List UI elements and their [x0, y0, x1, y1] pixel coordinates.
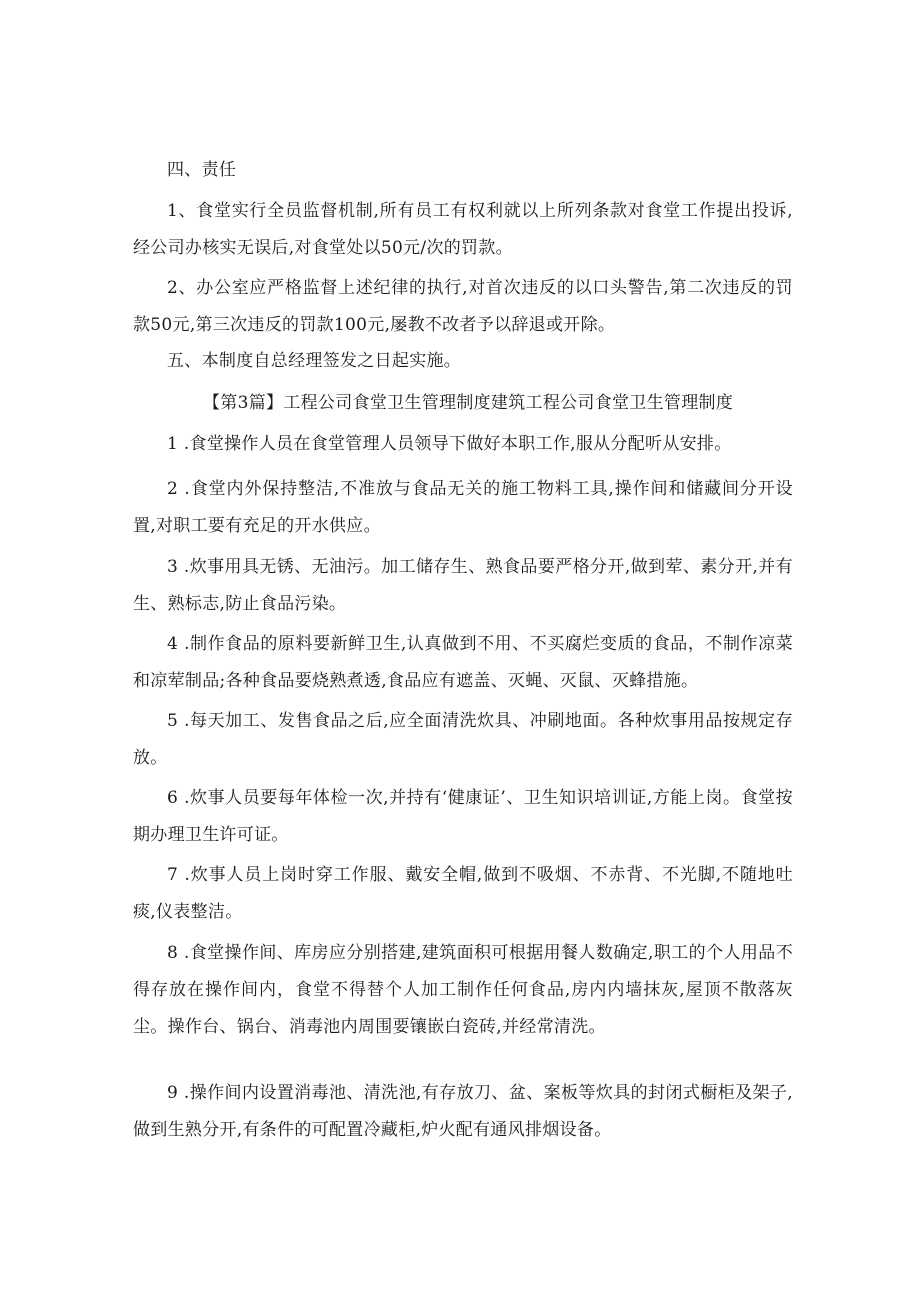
article-item-9: 9 .操作间内设置消毒池、清洗池,有存放刀、盆、案板等炊具的封闭式橱柜及架子,做到生熟分开,有条件的可配置冷藏柜,炉火配有通风排烟设备。 — [133, 1083, 793, 1140]
section4-item-1: 1、食堂实行全员监督机制,所有员工有权利就以上所列条款对食堂工作提出投诉,经公司办核实无误后,对食堂处以50元/次的罚款。 — [133, 201, 793, 258]
section4-heading: 四、责任 — [167, 160, 237, 180]
article-item-3: 3 .炊事用具无锈、无油污。加工储存生、熟食品要严格分开,做到荤、素分开,并有生、熟标志,防止食品污染。 — [133, 557, 793, 614]
article-item-7: 7 .炊事人员上岗时穿工作服、戴安全帽,做到不吸烟、不赤背、不光脚,不随地吐痰,仪表整洁。 — [133, 865, 793, 922]
article-item-6: 6 .炊事人员要每年体检一次,并持有‘健康证’、卫生知识培训证,方能上岗。食堂按期办理卫生许可证。 — [133, 788, 793, 845]
article-title: 【第3篇】工程公司食堂卫生管理制度建筑工程公司食堂卫生管理制度 — [203, 393, 734, 413]
article-item-2: 2 .食堂内外保持整洁,不准放与食品无关的施工物料工具,操作间和储藏间分开设置,对职工要有充足的开水供应。 — [133, 479, 793, 536]
article-item-4: 4 .制作食品的原料要新鲜卫生,认真做到不用、不买腐烂变质的食品，不制作凉菜和凉荤制品;各种食品要烧熟煮透,食品应有遮盖、灭蝇、灭鼠、灭蜂措施。 — [133, 634, 793, 691]
section5-heading: 五、本制度自总经理签发之日起实施。 — [167, 351, 462, 371]
article-item-1: 1 .食堂操作人员在食堂管理人员领导下做好本职工作,服从分配听从安排。 — [167, 434, 732, 454]
article-item-5: 5 .每天加工、发售食品之后,应全面清洗炊具、冲刷地面。各种炊事用品按规定存放。 — [133, 711, 793, 768]
article-item-8: 8 .食堂操作间、库房应分别搭建,建筑面积可根据用餐人数确定,职工的个人用品不得存放在操作间内，食堂不得替个人加工制作任何食品,房内内墙抹灰,屋顶不散落灰尘。操作台、锅台、消毒池内周围要镶嵌白瓷砖,并经常清洗。 — [133, 943, 793, 1037]
section4-item-2: 2、办公室应严格监督上述纪律的执行,对首次违反的以口头警告,第二次违反的罚款50元,第三次违反的罚款100元,屡教不改者予以辞退或开除。 — [133, 278, 793, 335]
